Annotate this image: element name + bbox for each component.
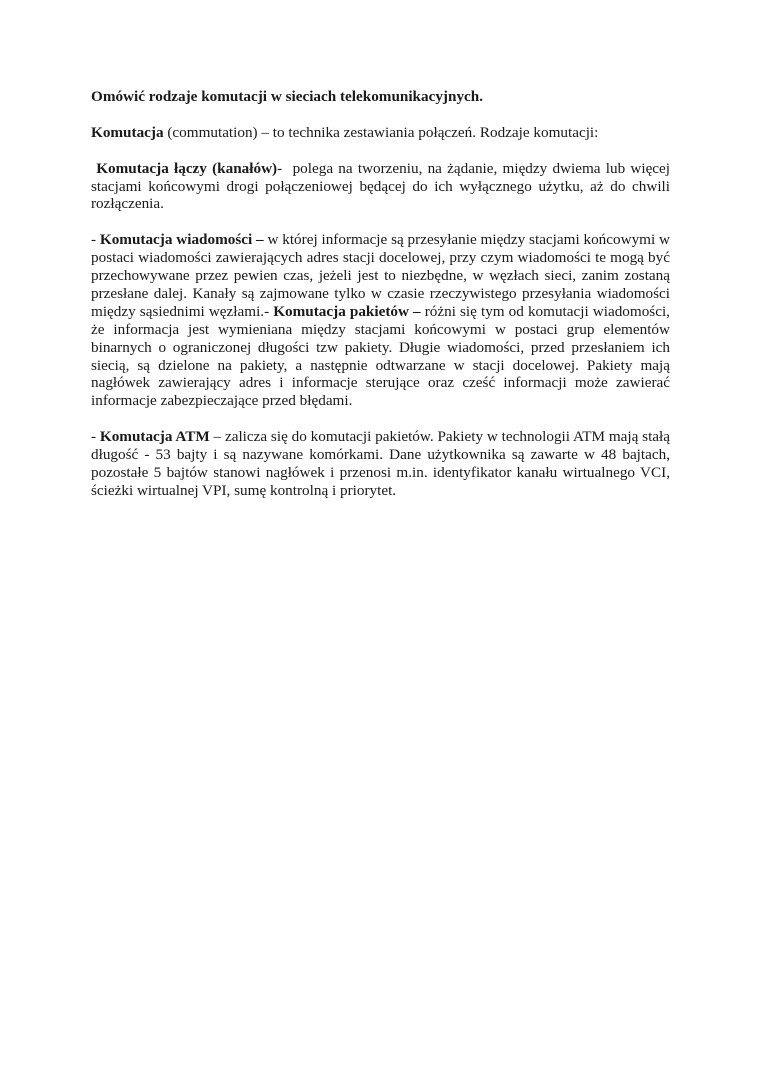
circuit-switching-paragraph (91, 159, 674, 214)
message-switching-text: w której informacje są przesyłanie między stacjami końcowymi w postaci wiadomości zawierających adres stacji docelowej, przy czym wiadomości te mogą być przechowywane przez pewien czas, jeżeli jest to niezbędne, w węzłach sieci, zanim zostaną przesłane dalej. Kanały są zajmowane tylko w czasie rzeczywistego przesyłania wiadomości między sąsiednimi węzłami.- (91, 231, 670, 320)
intro-paragraph (91, 124, 670, 142)
atm-switching-text: – zalicza się do komutacji pakietów. Pakiety w technologii ATM mają stałą długość - 53 bajty i są nazywane komórkami. Dane użytkownika są zawarte w 48 bajtach, pozostałe 5 bajtów stanowi nagłówek i przenosi m.in. identyfikator kanału wirtualnego VCI, ścieżki wirtualnej VPI, sumę kontrolną i priorytet. (91, 428, 671, 499)
message-switching-paragraph (91, 231, 670, 410)
packet-switching-term: Komutacja pakietów – (273, 302, 421, 320)
circuit-switching-term: Komutacja łączy (kanałów) (96, 159, 278, 177)
message-switching-term: Komutacja wiadomości – (99, 231, 264, 249)
packet-switching-text: różni się tym od komutacji wiadomości, że informacja jest wymieniana między stacjami końcowymi w postaci grup elementów binarnych o ograniczonej długości tzw pakiety. Długie wiadomości, przed przesłaniem ich siecią, są dzielone na pakiety, a następnie odtwarzane w stacji docelowej. Pakiety mają nagłówek zawierający adres i informacje sterujące oraz cześć informacji może zawierać informacje zabezpieczające przed błędami. (91, 302, 670, 410)
intro-text: (commutation) – to technika zestawiania połączeń. Rodzaje komutacji: (163, 123, 599, 141)
document-page (91, 88, 674, 518)
message-dash: - (91, 231, 100, 249)
atm-dash: - (91, 428, 100, 446)
atm-switching-term: Komutacja ATM (99, 428, 210, 446)
intro-term: Komutacja (91, 123, 164, 141)
document-title: Omówić rodzaje komutacji w sieciach telekomunikacyjnych. (91, 88, 484, 105)
circuit-switching-text: - polega na tworzeniu, na żądanie, między dwiema lub więcej stacjami końcowymi drogi połączeniowej będącej do ich wyłącznego użytku, aż do chwili rozłączenia. (91, 159, 674, 213)
atm-switching-paragraph (91, 428, 670, 500)
